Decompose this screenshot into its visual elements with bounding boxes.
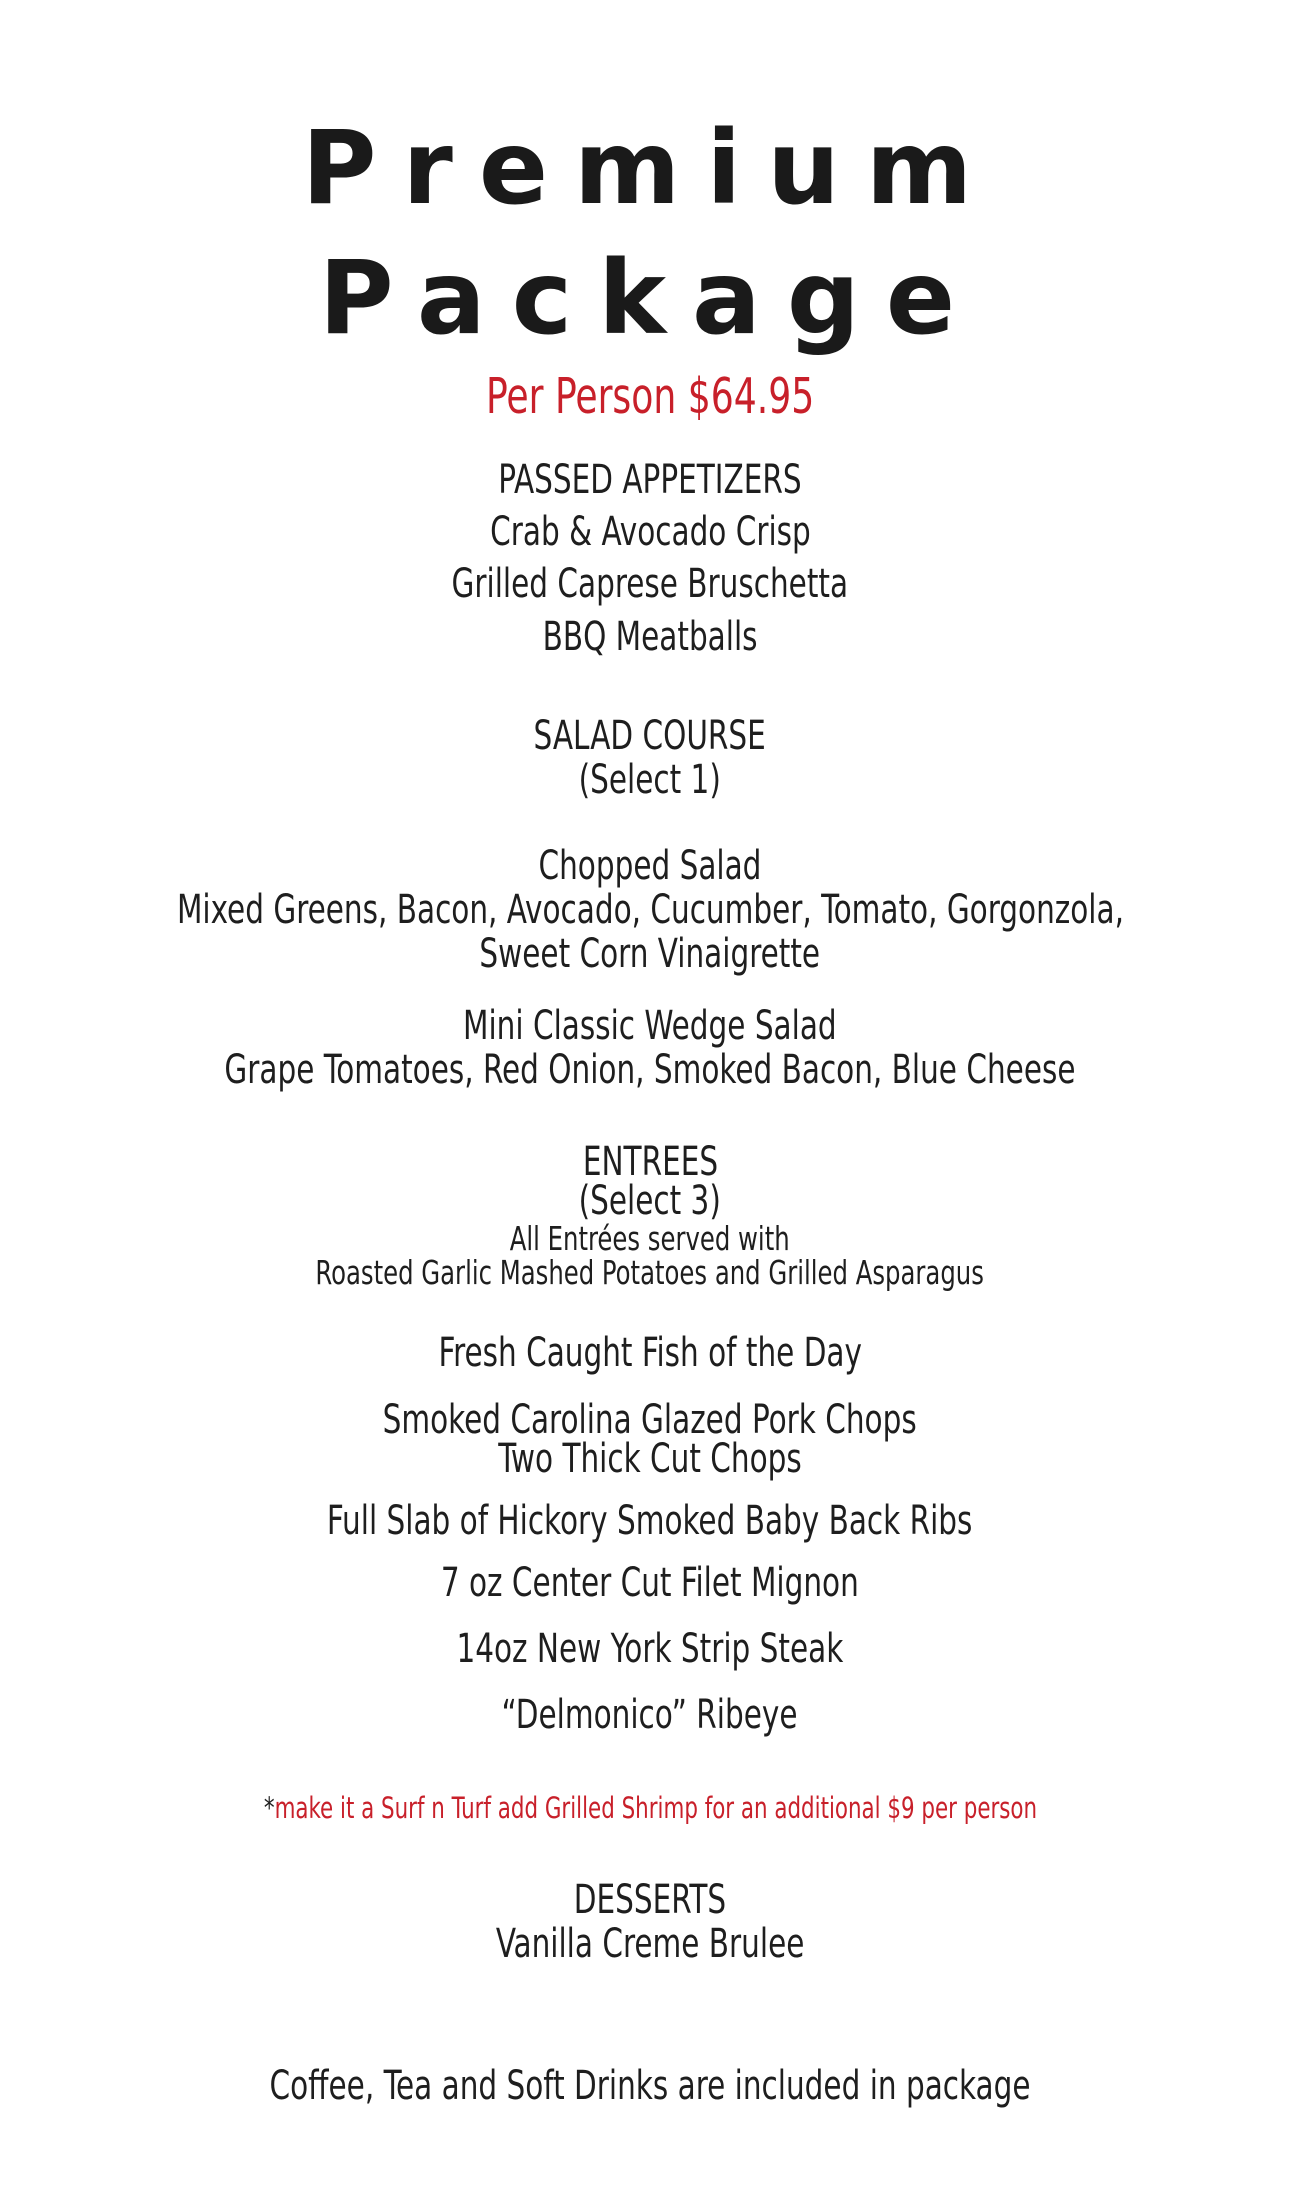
desserts-heading-text: DESSERTS xyxy=(573,1877,727,1923)
package-footer-text: Coffee, Tea and Soft Drinks are included in package xyxy=(269,2063,1031,2109)
title-line-2: Package xyxy=(318,239,982,358)
appetizer-item xyxy=(0,561,1300,607)
salad-item-name-text: Chopped Salad xyxy=(538,843,762,889)
entree-item-text: Smoked Carolina Glazed Pork Chops xyxy=(382,1397,918,1443)
appetizer-item-text: Crab & Avocado Crisp xyxy=(489,509,811,555)
salad-item-description-text: Mixed Greens, Bacon, Avocado, Cucumber, Tomato, Gorgonzola, xyxy=(176,887,1124,933)
title-line-1: Premium xyxy=(301,109,999,228)
entree-item-text: 7 oz Center Cut Filet Mignon xyxy=(441,1560,859,1606)
entree-item-text: Fresh Caught Fish of the Day xyxy=(438,1330,862,1376)
salad-item-description-text: Grape Tomatoes, Red Onion, Smoked Bacon, Blue Cheese xyxy=(224,1047,1076,1093)
entree-item-detail xyxy=(0,1436,1300,1482)
entree-item xyxy=(0,1397,1300,1443)
salad-item-name xyxy=(0,1003,1300,1049)
entree-item-text: 14oz New York Strip Steak xyxy=(456,1626,844,1672)
entrees-heading xyxy=(0,1139,1300,1185)
dessert-item-text: Vanilla Creme Brulee xyxy=(495,1921,805,1967)
salad-item-description xyxy=(0,931,1300,977)
entrees-select-note xyxy=(0,1178,1300,1224)
entree-item xyxy=(0,1560,1300,1606)
entree-item-detail-text: Two Thick Cut Chops xyxy=(498,1436,802,1482)
salad-select-text: (Select 1) xyxy=(578,757,722,803)
entrees-sides-text: Roasted Garlic Mashed Potatoes and Grilled Asparagus xyxy=(315,1253,985,1292)
entree-item xyxy=(0,1498,1300,1544)
entree-item xyxy=(0,1626,1300,1672)
surf-n-turf-note-text: make it a Surf n Turf add Grilled Shrimp for an additional $9 per person xyxy=(274,1791,1037,1825)
salad-item-name-text: Mini Classic Wedge Salad xyxy=(463,1003,837,1049)
surf-n-turf-note xyxy=(0,1791,1300,1825)
salad-select-note xyxy=(0,757,1300,803)
salad-heading-text: SALAD COURSE xyxy=(533,713,767,759)
appetizer-item xyxy=(0,509,1300,555)
salad-item-description-text: Sweet Corn Vinaigrette xyxy=(479,931,821,977)
appetizers-heading xyxy=(0,457,1300,503)
price-per-person xyxy=(0,368,1300,425)
price-text: Per Person $64.95 xyxy=(485,368,815,425)
salad-item-description xyxy=(0,1047,1300,1093)
dessert-item xyxy=(0,1921,1300,1967)
salad-item-description xyxy=(0,887,1300,933)
appetizer-item xyxy=(0,614,1300,660)
package-footer-note xyxy=(0,2063,1300,2109)
appetizers-heading-text: PASSED APPETIZERS xyxy=(498,457,802,503)
entrees-served-with xyxy=(0,1219,1300,1258)
entree-item-text: “Delmonico” Ribeye xyxy=(501,1692,799,1738)
appetizer-item-text: Grilled Caprese Bruschetta xyxy=(451,561,849,607)
salad-item-name xyxy=(0,843,1300,889)
entree-item-text: Full Slab of Hickory Smoked Baby Back Ribs xyxy=(327,1498,973,1544)
salad-heading xyxy=(0,713,1300,759)
entree-item xyxy=(0,1692,1300,1738)
entrees-sides xyxy=(0,1253,1300,1292)
asterisk: * xyxy=(263,1791,275,1825)
entrees-select-text: (Select 3) xyxy=(578,1178,722,1224)
appetizer-item-text: BBQ Meatballs xyxy=(542,614,758,660)
entrees-heading-text: ENTREES xyxy=(582,1139,718,1185)
desserts-heading xyxy=(0,1877,1300,1923)
surf-n-turf-note-inner xyxy=(263,1791,1037,1825)
entree-item xyxy=(0,1330,1300,1376)
entrees-served-with-text: All Entrées served with xyxy=(510,1219,790,1258)
